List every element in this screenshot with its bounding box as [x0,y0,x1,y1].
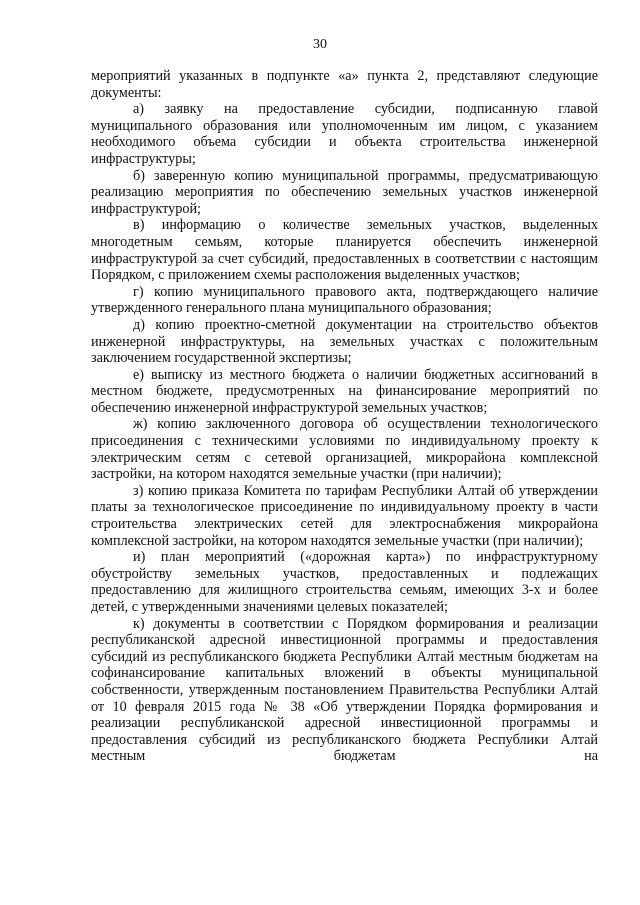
list-item-i: и) план мероприятий («дорожная карта») по инфраструктурному обустройству земельных участков, предоставленных и подлежащих предоставлению для жилищного строительства семьям, имеющих 3-х и более детей, с утвержденными значениями целевых показателей; [91,549,598,615]
list-item-g: г) копию муниципального правового акта, подтверждающего наличие утвержденного генерального плана муниципального образования; [91,283,598,317]
list-item-b: б) заверенную копию муниципальной программы, предусматривающую реализацию мероприятия по обеспечению земельных участков инженерной инфраструктурой; [91,167,598,217]
list-item-a: а) заявку на предоставление субсидии, подписанную главой муниципального образования или уполномоченным им лицом, с указанием необходимого объема субсидии и объекта строительства инженерной инфраструктуры; [91,101,598,167]
document-body [91,68,598,765]
list-item-zh: ж) копию заключенного договора об осуществлении технологического присоединения с техническими условиями по индивидуальному проекту к электрическим сетям с сетевой организацией, микрорайона комплексной застройки, на котором находятся земельные участки (при наличии); [91,416,598,483]
list-item-d: д) копию проектно-сметной документации на строительство объектов инженерной инфраструктуры, на земельных участках с положительным заключением государственной экспертизы; [91,316,598,367]
list-item-k: к) документы в соответствии с Порядком формирования и реализации республиканской адресной инвестиционной программы и предоставления субсидий из республиканского бюджета Республики Алтай местным бюджетам на софинансирование капитальных вложений в объекты муниципальной собственности, утвержденным постановлением Правительства Республики Алтай от 10 февраля 2015 года № 38 «Об утверждении Порядка формирования и реализации республиканской адресной инвестиционной программы и предоставления субсидий из республиканского бюджета Республики Алтай местным бюджетам на [91,615,598,765]
list-item-v: в) информацию о количестве земельных участков, выделенных многодетным семьям, которые планируется обеспечить инженерной инфраструктурой за счет субсидий, предоставленных в соответствии с настоящим Порядком, с приложением схемы расположения выделенных участков; [91,217,598,284]
intro-paragraph: мероприятий указанных в подпункте «а» пункта 2, представляют следующие документы: [91,68,598,101]
page-number: 30 [313,37,327,52]
list-item-e: е) выписку из местного бюджета о наличии бюджетных ассигнований в местном бюджете, предусмотренных на финансирование мероприятий по обеспечению инженерной инфраструктурой земельных участков; [91,366,598,416]
list-item-z: з) копию приказа Комитета по тарифам Республики Алтай об утверждении платы за технологическое присоединение по индивидуальному проекту в части строительства электрических сетей для электроснабжения микрорайона комплексной застройки, на котором находятся земельные участки (при наличии); [91,482,598,549]
